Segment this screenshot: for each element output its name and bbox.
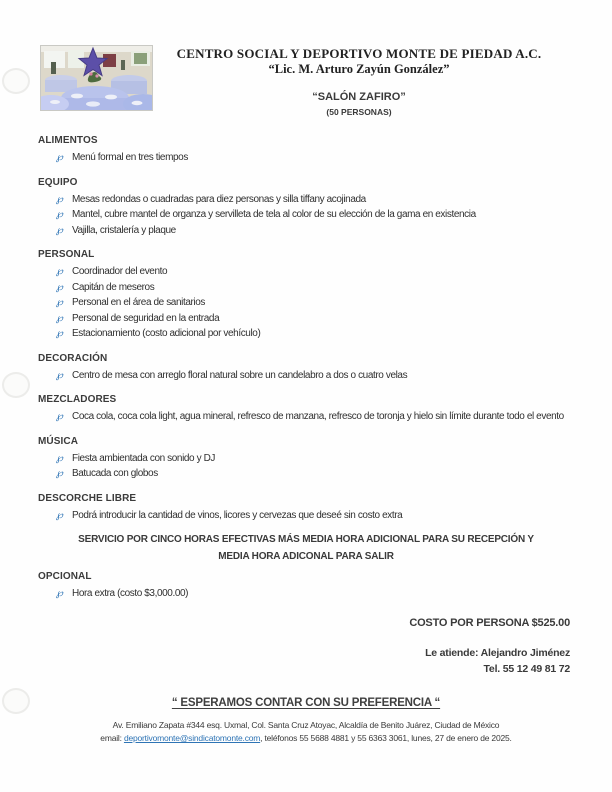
bullet-icon: ℘	[56, 209, 63, 220]
bullet-icon: ℘	[56, 328, 63, 339]
bullet-icon: ℘	[56, 509, 63, 521]
bullet-icon: ℘	[56, 588, 63, 599]
list-item	[38, 192, 576, 208]
list-item-text: Capitán de meseros	[72, 281, 155, 293]
footer	[0, 719, 612, 745]
list-item-text: Centro de mesa con arreglo floral natural sobre un candelabro a dos o cuatro velas	[72, 369, 408, 381]
section-decoracion	[38, 352, 576, 384]
list-item	[38, 466, 576, 482]
bullet-icon: ℘	[56, 224, 63, 236]
bullet-icon: ℘	[56, 452, 63, 464]
bullet-icon: ℘	[56, 411, 63, 422]
list-item	[38, 586, 576, 602]
service-note-line1: SERVICIO POR CINCO HORAS EFECTIVAS MÁS MEDIA HORA ADICIONAL PARA SU RECEPCIÓN Y	[78, 534, 534, 545]
section-heading: ALIMENTOS	[38, 135, 98, 146]
list-item-text: Mantel, cubre mantel de organza y servilleta de tela al color de su elección de la gama en existencia	[72, 209, 476, 220]
hole-punch-middle	[2, 372, 30, 398]
list-item	[38, 223, 576, 239]
banquet-hall-illustration	[41, 46, 152, 110]
list-item-text: Estacionamiento (costo adicional por vehículo)	[72, 328, 261, 339]
section-opcional	[38, 570, 576, 602]
cost-per-person: COSTO POR PERSONA $525.00	[409, 617, 570, 629]
bullet-icon: ℘	[56, 193, 63, 205]
list-item	[38, 280, 576, 296]
section-heading: DECORACIÓN	[38, 352, 108, 364]
bullet-icon: ℘	[56, 266, 63, 277]
section-heading: EQUIPO	[38, 176, 78, 188]
bullet-icon: ℘	[56, 297, 63, 308]
list-item-text: Fiesta ambientada con sonido y DJ	[72, 452, 215, 464]
service-note-line2: MEDIA HORA ADICONAL PARA SALIR	[218, 551, 394, 562]
list-item	[38, 264, 576, 280]
section-personal	[38, 248, 576, 342]
package-sections	[38, 128, 576, 523]
venue-photo	[40, 45, 153, 111]
org-title: CENTRO SOCIAL Y DEPORTIVO MONTE DE PIEDAD A.C.	[176, 46, 542, 61]
list-item	[38, 326, 576, 342]
section-heading: DESCORCHE LIBRE	[38, 492, 137, 504]
email-link[interactable]: deportivomonte@sindicatomonte.com	[123, 733, 261, 743]
salon-title: “SALÓN ZAFIRO”	[312, 91, 406, 103]
list-item	[38, 409, 576, 425]
section-equipo	[38, 176, 576, 239]
section-heading: OPCIONAL	[38, 571, 92, 582]
closing-slogan: “ ESPERAMOS CONTAR CON SU PREFERENCIA “	[171, 697, 441, 709]
section-alimentos	[38, 134, 576, 166]
list-item	[38, 207, 576, 223]
footer-phones-date: , teléfonos 55 5688 4881 y 55 6363 3061, lunes, 27 de enero de 2025.	[260, 733, 512, 743]
bullet-icon: ℘	[56, 281, 63, 293]
footer-address: Av. Emiliano Zapata #344 esq. Uxmal, Col. Santa Cruz Atoyac, Alcaldía de Benito Juárez, Ciudad de México	[112, 720, 500, 730]
bullet-icon: ℘	[56, 468, 63, 479]
hole-punch-top	[2, 68, 30, 94]
list-item-text: Coordinador del evento	[72, 266, 168, 277]
bullet-icon: ℘	[56, 152, 63, 163]
list-item-text: Hora extra (costo $3,000.00)	[72, 588, 189, 599]
list-item-text: Mesas redondas o cuadradas para diez personas y silla tiffany acojinada	[72, 193, 366, 205]
list-item	[38, 150, 576, 166]
capacity-label: (50 PERSONAS)	[326, 107, 392, 117]
bullet-icon: ℘	[56, 312, 63, 324]
phone-number: Tel. 55 12 49 81 72	[483, 662, 570, 675]
list-item	[38, 295, 576, 311]
list-item-text: Batucada con globos	[72, 468, 158, 479]
list-item-text: Vajilla, cristalería y plaque	[72, 224, 176, 236]
list-item	[38, 368, 576, 384]
footer-contact-line	[0, 732, 612, 745]
list-item-text: Podrá introducir la cantidad de vinos, licores y cervezas que deseé sin costo extra	[72, 509, 403, 521]
list-item-text: Coca cola, coca cola light, agua mineral, refresco de manzana, refresco de toronja y hielo sin límite durante todo el evento	[72, 411, 564, 422]
list-item	[38, 311, 576, 327]
section-mezcladores	[38, 393, 576, 425]
section-descorche-libre	[38, 492, 576, 524]
section-heading: MEZCLADORES	[38, 394, 117, 405]
contact-block	[425, 646, 570, 677]
list-item	[38, 508, 576, 524]
section-heading: MÚSICA	[38, 435, 79, 447]
list-item-text: Personal en el área de sanitarios	[72, 297, 206, 308]
email-label: email:	[100, 733, 124, 743]
section-musica	[38, 435, 576, 482]
document-header	[150, 46, 568, 118]
bullet-icon: ℘	[56, 369, 63, 381]
org-subtitle: “Lic. M. Arturo Zayún González”	[268, 62, 450, 76]
section-heading: PERSONAL	[38, 249, 95, 260]
list-item-text: Menú formal en tres tiempos	[72, 152, 188, 163]
service-hours-note	[38, 531, 574, 565]
attendant-name: Le atiende: Alejandro Jiménez	[425, 647, 570, 659]
list-item	[38, 451, 576, 467]
list-item-text: Personal de seguridad en la entrada	[72, 312, 220, 324]
